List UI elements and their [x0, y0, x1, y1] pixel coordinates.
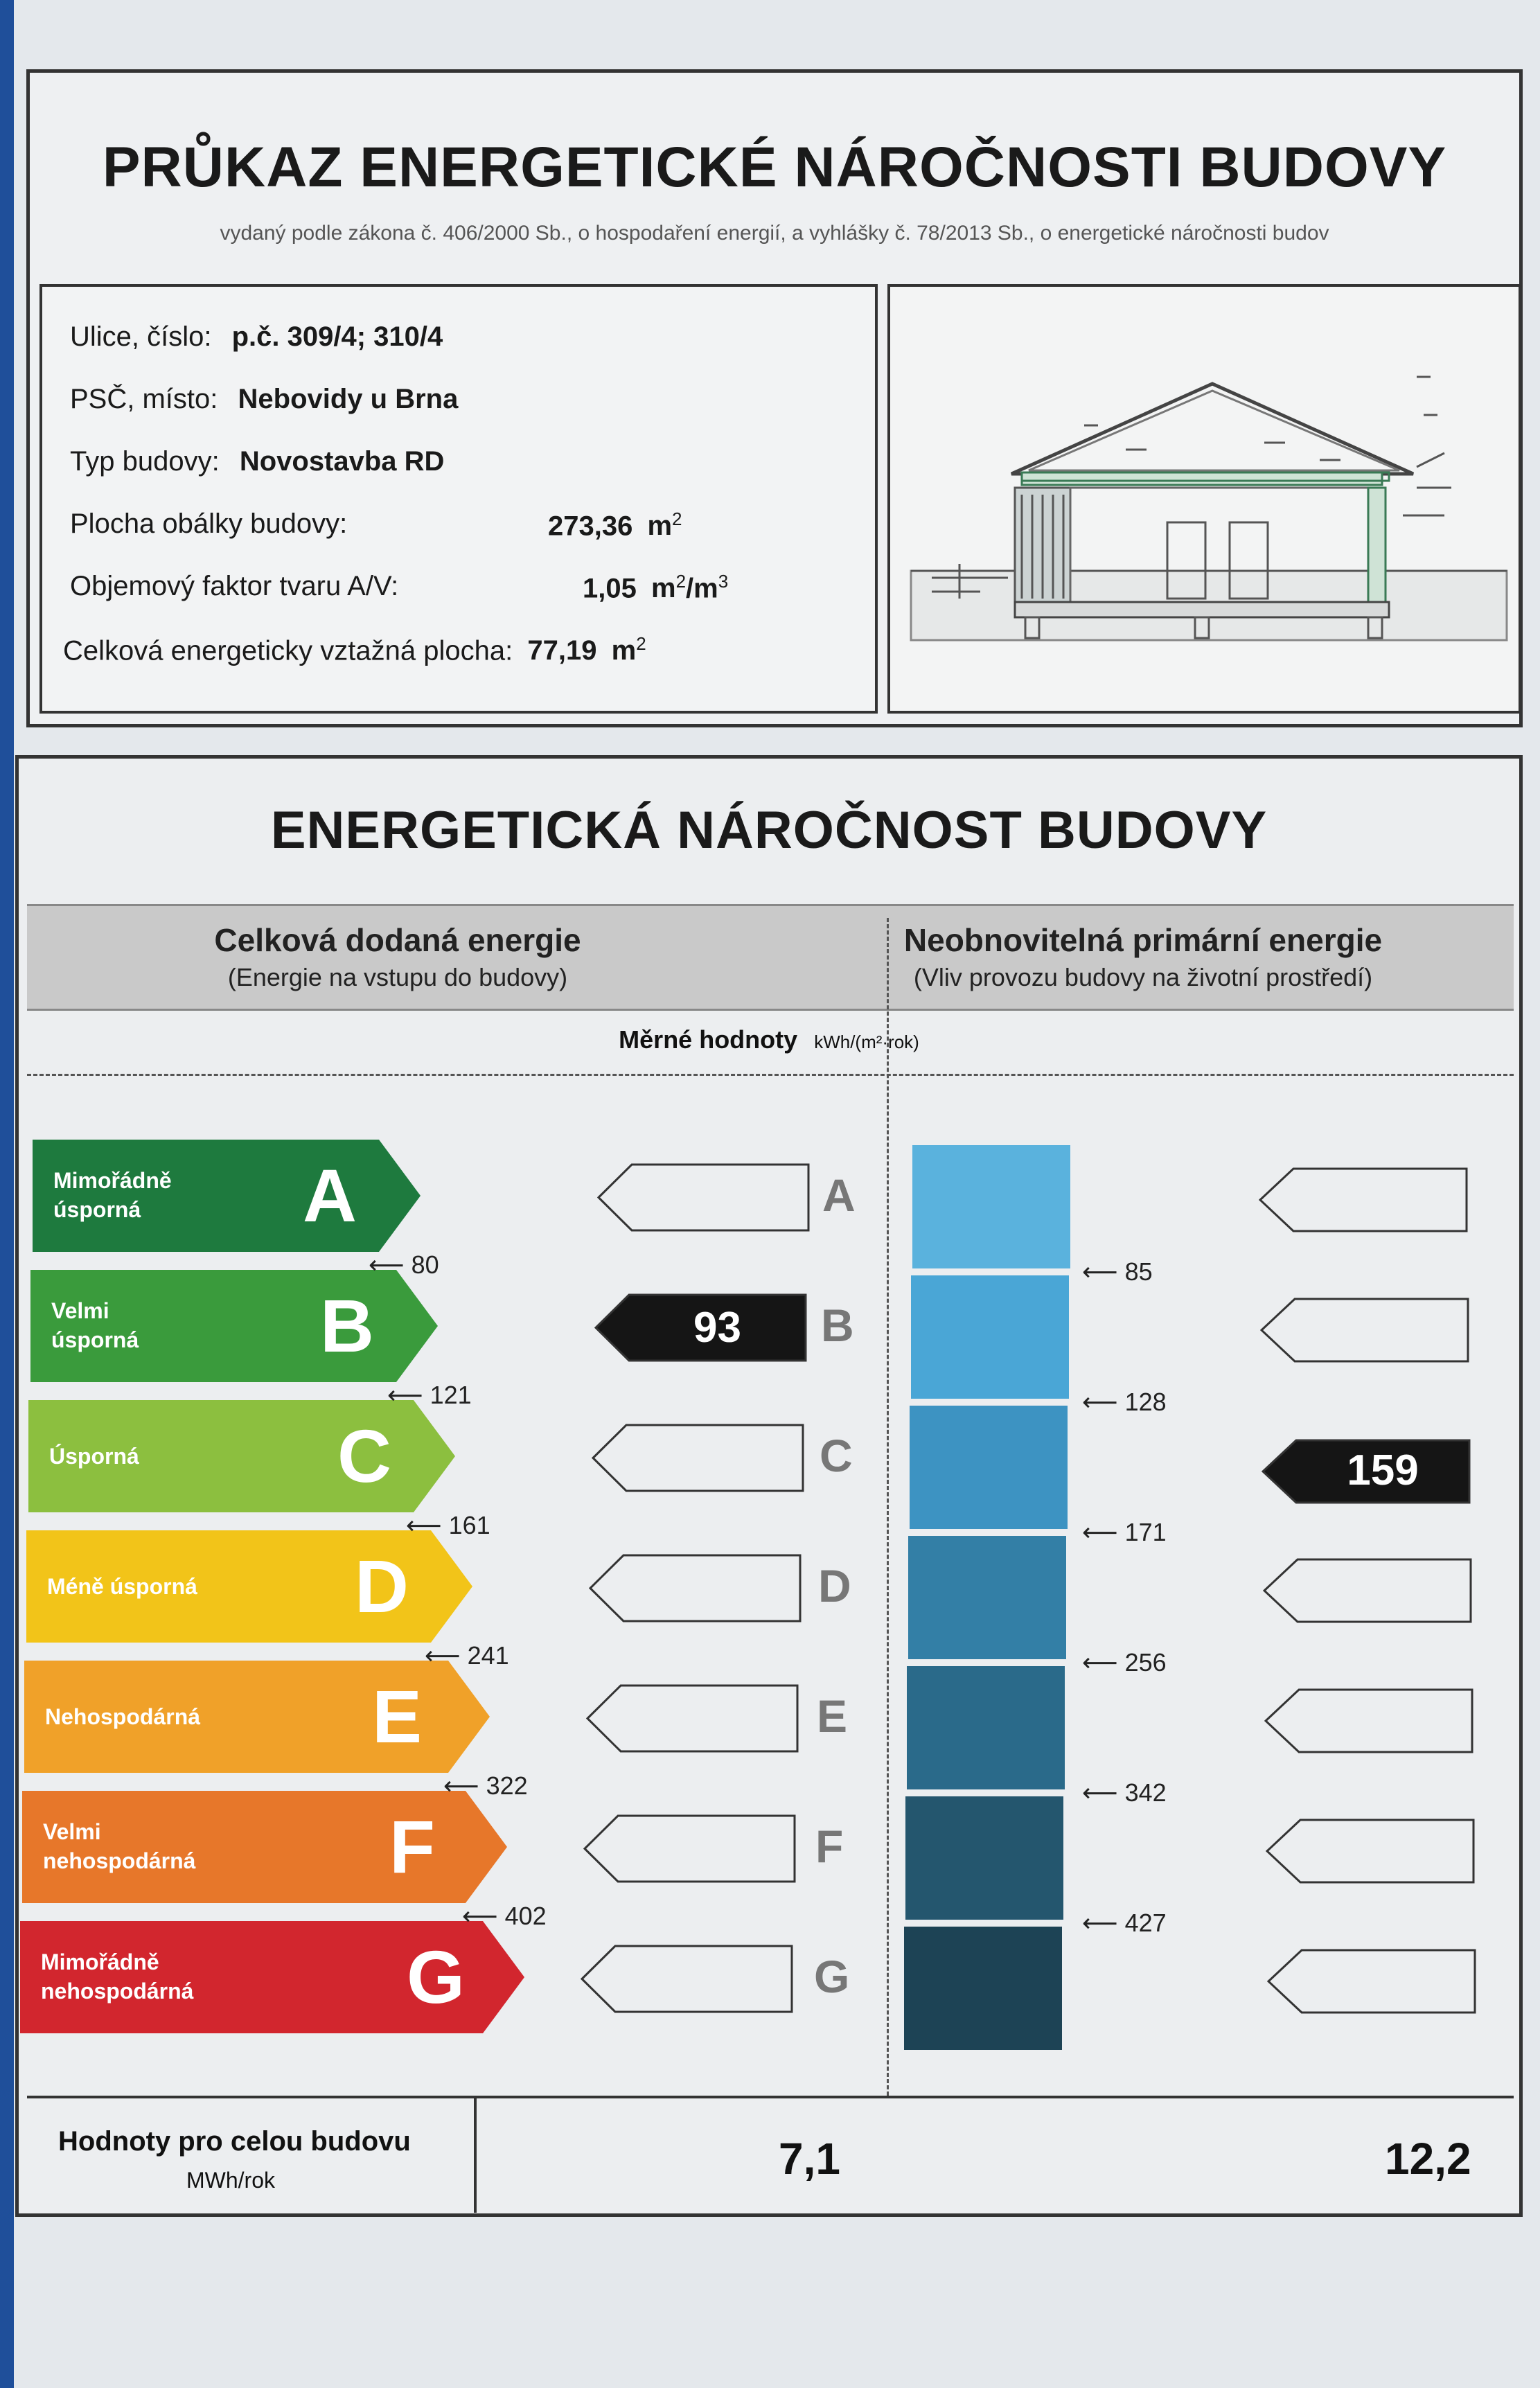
threshold-value: 128	[1124, 1388, 1167, 1416]
city-value: Nebovidy u Brna	[238, 384, 459, 414]
area-unit-sup: 2	[636, 633, 646, 654]
right-indicator-a	[1259, 1167, 1469, 1232]
threshold-arrow: ⟵	[1082, 1388, 1125, 1416]
threshold-value: 80	[411, 1250, 439, 1279]
envelope-value-row	[548, 508, 682, 542]
area-row	[63, 633, 646, 666]
left-total-value: 7,1	[779, 2134, 840, 2184]
left-indicator-shape	[590, 1555, 800, 1621]
band-label-line: Úsporná	[49, 1444, 139, 1469]
document-edge	[0, 0, 14, 2388]
envelope-label: Plocha obálky budovy:	[70, 508, 348, 539]
envelope-value: 273,36	[548, 511, 633, 542]
left-threshold-161	[406, 1511, 490, 1540]
threshold-arrow: ⟵	[406, 1511, 449, 1539]
right-column-title: Neobnovitelná primární energie	[903, 922, 1383, 958]
house-section-drawing	[890, 287, 1519, 711]
threshold-value: 121	[430, 1381, 472, 1409]
envelope-unit: m	[647, 511, 673, 542]
right-total-value: 12,2	[1385, 2134, 1471, 2184]
left-column-subtitle: (Energie na vstupu do budovy)	[227, 963, 568, 991]
threshold-value: 85	[1124, 1257, 1153, 1286]
right-indicator-shape	[1268, 1950, 1475, 2013]
header-panel	[26, 69, 1523, 727]
band-label-line: Nehospodárná	[45, 1704, 201, 1729]
primary-bar-a	[912, 1145, 1070, 1268]
units-divider	[27, 1074, 1514, 1076]
units-label: Měrné hodnoty	[619, 1025, 798, 1054]
street-label: Ulice, číslo:	[70, 321, 212, 352]
primary-bar-g	[904, 1927, 1062, 2050]
shape-value: 1,05	[583, 573, 637, 604]
threshold-arrow: ⟵	[1082, 1778, 1125, 1807]
totals-label: Hodnoty pro celou budovu	[58, 2126, 411, 2157]
left-threshold-402	[462, 1902, 547, 1931]
street-value: p.č. 309/4; 310/4	[231, 321, 443, 352]
right-indicator-shape	[1262, 1299, 1468, 1361]
left-indicator-c	[592, 1424, 806, 1492]
right-indicator-g	[1267, 1949, 1478, 2014]
band-label-line: Mimořádně	[41, 1949, 159, 1974]
right-indicator-shape	[1267, 1820, 1473, 1882]
building-drawing-panel	[887, 284, 1521, 714]
right-indicator-f	[1266, 1819, 1476, 1884]
area-label: Celková energeticky vztažná plocha:	[63, 635, 513, 666]
band-d-letter: D	[355, 1544, 409, 1628]
band-c-letter: C	[337, 1414, 391, 1498]
right-indicator-shape	[1266, 1690, 1472, 1752]
type-value: Novostavba RD	[239, 446, 445, 477]
primary-bar-c	[910, 1406, 1068, 1529]
shape-unit-a-sup: 2	[675, 571, 687, 592]
threshold-arrow: ⟵	[387, 1381, 430, 1409]
shape-unit-b: /m	[686, 573, 718, 604]
type-label: Typ budovy:	[70, 446, 220, 477]
shape-unit-b-sup: 3	[718, 571, 729, 592]
threshold-value: 241	[467, 1641, 509, 1670]
column-header	[27, 904, 1514, 1011]
left-class-letter-a: A	[822, 1169, 856, 1221]
column-divider	[887, 918, 889, 2096]
left-class-letter-d: D	[818, 1560, 851, 1611]
band-a-label	[53, 1166, 172, 1224]
threshold-arrow: ⟵	[369, 1250, 411, 1279]
left-indicator-g	[581, 1945, 795, 2013]
building-info-panel	[39, 284, 878, 714]
envelope-unit-sup: 2	[672, 508, 682, 529]
right-threshold-171	[1082, 1518, 1167, 1547]
band-f-letter: F	[389, 1805, 435, 1889]
type-row	[70, 446, 444, 477]
left-indicator-e	[586, 1684, 800, 1753]
band-e-label	[45, 1702, 200, 1731]
band-g-letter: G	[407, 1935, 466, 2019]
threshold-arrow: ⟵	[1082, 1909, 1125, 1937]
totals-unit: MWh/rok	[186, 2168, 275, 2193]
shape-unit-a: m	[650, 573, 676, 604]
left-indicator-d	[589, 1554, 803, 1622]
right-indicator-d	[1263, 1558, 1473, 1623]
right-class-value: 159	[1347, 1447, 1419, 1494]
right-threshold-256	[1082, 1648, 1167, 1677]
left-indicator-a	[597, 1163, 811, 1232]
units-caption	[19, 1025, 1519, 1054]
right-indicator-shape	[1260, 1169, 1467, 1231]
left-class-letter-b: B	[821, 1300, 854, 1351]
threshold-value: 256	[1124, 1648, 1167, 1677]
threshold-value: 161	[448, 1511, 490, 1539]
totals-row	[27, 2096, 1514, 2213]
left-indicator-shape	[585, 1816, 795, 1882]
band-label-line: Velmi	[51, 1298, 109, 1323]
band-d-label	[47, 1572, 197, 1601]
band-label-line: Mimořádně	[53, 1168, 172, 1193]
left-class-letter-e: E	[817, 1690, 848, 1742]
area-value: 77,19	[527, 635, 597, 666]
left-class-letter-g: G	[814, 1951, 850, 2002]
right-threshold-342	[1082, 1778, 1167, 1807]
left-threshold-121	[387, 1381, 472, 1410]
band-b-label	[51, 1296, 139, 1354]
band-label-line: nehospodárná	[41, 1979, 194, 2004]
primary-bar-e	[907, 1666, 1065, 1789]
left-column-title: Celková dodaná energie	[214, 922, 581, 958]
left-indicator-shape	[587, 1686, 797, 1751]
right-indicator-e	[1264, 1688, 1475, 1753]
left-class-value: 93	[693, 1304, 741, 1352]
city-row	[70, 384, 458, 415]
threshold-arrow: ⟵	[462, 1902, 505, 1930]
threshold-arrow: ⟵	[1082, 1257, 1125, 1286]
band-e-letter: E	[372, 1674, 423, 1758]
left-indicator-f	[583, 1814, 797, 1883]
left-threshold-80	[369, 1250, 439, 1280]
band-label-line: nehospodárná	[43, 1848, 196, 1873]
energy-performance-panel	[15, 755, 1523, 2217]
primary-bar-b	[911, 1275, 1069, 1399]
city-label: PSČ, místo:	[70, 384, 218, 414]
right-indicator-shape	[1264, 1559, 1471, 1622]
band-label-line: Méně úsporná	[47, 1574, 197, 1599]
units-value: kWh/(m²·rok)	[814, 1032, 919, 1052]
threshold-value: 171	[1124, 1518, 1167, 1546]
threshold-value: 402	[504, 1902, 547, 1930]
left-class-letter-c: C	[820, 1430, 853, 1481]
area-unit: m	[611, 635, 637, 666]
band-c-label	[49, 1442, 139, 1471]
right-threshold-85	[1082, 1257, 1153, 1286]
band-g-label	[41, 1947, 193, 2006]
left-indicator-shape	[582, 1946, 792, 2012]
threshold-arrow: ⟵	[425, 1641, 468, 1670]
right-threshold-427	[1082, 1909, 1167, 1938]
document-title: PRŮKAZ ENERGETICKÉ NÁROČNOSTI BUDOVY	[102, 136, 1447, 199]
right-column-subtitle: (Vliv provozu budovy na životní prostředí)	[913, 963, 1373, 991]
shape-label: Objemový faktor tvaru A/V:	[70, 571, 399, 601]
right-threshold-128	[1082, 1388, 1167, 1417]
primary-bar-d	[908, 1536, 1066, 1659]
threshold-arrow: ⟵	[1082, 1648, 1125, 1677]
threshold-value: 342	[1124, 1778, 1167, 1807]
totals-divider	[474, 2098, 477, 2213]
right-indicator-b	[1260, 1298, 1471, 1363]
left-threshold-241	[425, 1641, 509, 1670]
primary-bar-f	[905, 1796, 1063, 1920]
band-label-line: úsporná	[51, 1327, 139, 1352]
threshold-arrow: ⟵	[1082, 1518, 1125, 1546]
threshold-value: 427	[1124, 1909, 1167, 1937]
document-subtitle: vydaný podle zákona č. 406/2000 Sb., o hospodaření energií, a vyhlášky č. 78/2013 Sb., o energetické náročnosti budov	[220, 222, 1329, 245]
threshold-value: 322	[486, 1771, 528, 1800]
section-title: ENERGETICKÁ NÁROČNOST BUDOVY	[270, 801, 1268, 860]
band-b-letter: B	[320, 1284, 374, 1368]
left-indicator-shape	[593, 1425, 803, 1491]
street-row	[70, 321, 443, 353]
shape-value-row	[583, 571, 728, 604]
left-indicator-shape	[599, 1165, 808, 1230]
threshold-arrow: ⟵	[443, 1771, 486, 1800]
band-label-line: úsporná	[53, 1197, 141, 1222]
left-class-letter-f: F	[815, 1821, 844, 1872]
band-f-label	[43, 1817, 195, 1875]
band-a-letter: A	[303, 1153, 357, 1237]
left-threshold-322	[443, 1771, 528, 1801]
band-label-line: Velmi	[43, 1819, 101, 1844]
